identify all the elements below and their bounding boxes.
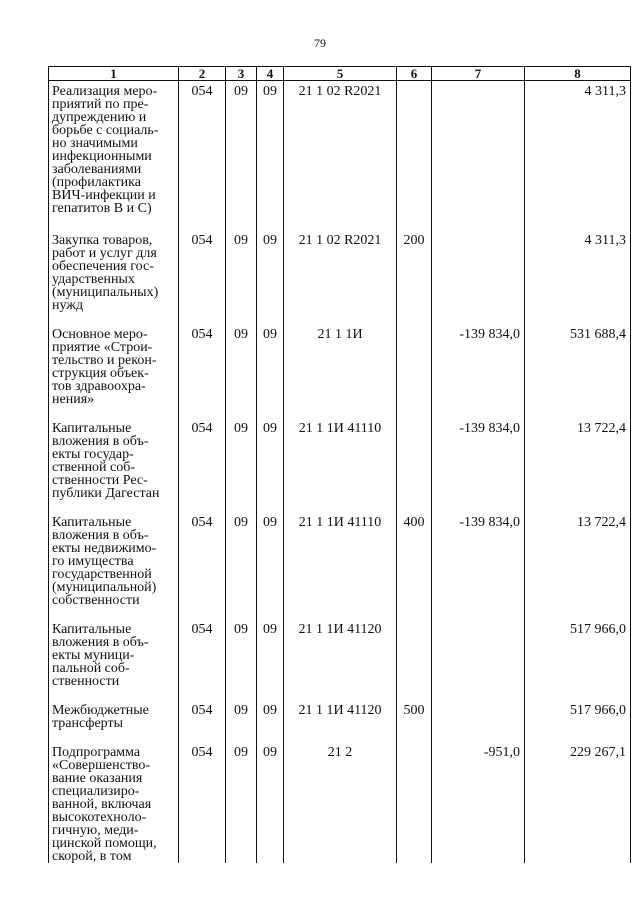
row-name-line: ственности bbox=[52, 674, 120, 689]
row-name-line: работ и услуг для bbox=[52, 246, 157, 261]
section-code-cell: 09 bbox=[226, 417, 257, 511]
total-amount-cell: 531 688,4 bbox=[525, 323, 631, 417]
table-body bbox=[49, 81, 631, 864]
change-amount-cell: -951,0 bbox=[432, 741, 525, 863]
row-name-line: вложения в объ- bbox=[52, 635, 149, 650]
column-header: 8 bbox=[525, 67, 631, 81]
table-row bbox=[49, 417, 631, 511]
row-name-cell bbox=[49, 323, 179, 417]
row-name-line: гепатитов В и С) bbox=[52, 201, 152, 216]
section-code-cell: 09 bbox=[226, 699, 257, 741]
table-row bbox=[49, 618, 631, 699]
section-code-cell: 09 bbox=[226, 618, 257, 699]
row-name-cell bbox=[49, 229, 179, 323]
row-name-line: нения» bbox=[52, 392, 95, 407]
subsection-code-cell: 09 bbox=[257, 618, 284, 699]
row-name-line: (профилактика bbox=[52, 175, 141, 190]
total-amount-cell: 517 966,0 bbox=[525, 699, 631, 741]
total-amount-cell: 13 722,4 bbox=[525, 417, 631, 511]
row-name-line: заболеваниями bbox=[52, 162, 142, 177]
row-name-line: (муниципальной) bbox=[52, 580, 157, 595]
expense-type-cell bbox=[397, 741, 432, 863]
row-name-cell bbox=[49, 81, 179, 230]
column-header: 3 bbox=[226, 67, 257, 81]
row-name-line: (муниципальных) bbox=[52, 285, 159, 300]
row-name-line: трансферты bbox=[52, 716, 124, 731]
row-name-line: го имущества bbox=[52, 554, 134, 569]
row-name-line: екты недвижимо- bbox=[52, 541, 157, 556]
change-amount-cell bbox=[432, 229, 525, 323]
target-article-cell: 21 2 bbox=[284, 741, 397, 863]
column-header: 1 bbox=[49, 67, 179, 81]
target-article-cell: 21 1 1И 41120 bbox=[284, 699, 397, 741]
header-row bbox=[49, 67, 631, 81]
change-amount-cell: -139 834,0 bbox=[432, 511, 525, 618]
expense-type-cell bbox=[397, 417, 432, 511]
row-name-line: ВИЧ-инфекции и bbox=[52, 188, 156, 203]
row-name-line: дупреждению и bbox=[52, 110, 147, 125]
row-name-line: вложения в объ- bbox=[52, 528, 149, 543]
column-header: 2 bbox=[179, 67, 226, 81]
ministry-code-cell: 054 bbox=[179, 741, 226, 863]
budget-table bbox=[48, 66, 631, 863]
section-code-cell: 09 bbox=[226, 81, 257, 230]
row-name-line: Капитальные bbox=[52, 622, 132, 637]
table-row bbox=[49, 229, 631, 323]
row-name-line: пальной соб- bbox=[52, 661, 130, 676]
column-header: 7 bbox=[432, 67, 525, 81]
change-amount-cell: -139 834,0 bbox=[432, 417, 525, 511]
row-name-line: струкция объек- bbox=[52, 366, 149, 381]
subsection-code-cell: 09 bbox=[257, 229, 284, 323]
total-amount-cell: 13 722,4 bbox=[525, 511, 631, 618]
row-name-line: Реализация меро- bbox=[52, 84, 158, 99]
row-name-line: гичную, меди- bbox=[52, 823, 139, 838]
row-name-line: инфекционными bbox=[52, 149, 152, 164]
row-name-line: екты муници- bbox=[52, 648, 135, 663]
subsection-code-cell: 09 bbox=[257, 741, 284, 863]
row-name-line: ванной, включая bbox=[52, 797, 152, 812]
expense-type-cell bbox=[397, 618, 432, 699]
row-name-line: ударственных bbox=[52, 272, 135, 287]
ministry-code-cell: 054 bbox=[179, 699, 226, 741]
row-name-line: обеспечения гос- bbox=[52, 259, 154, 274]
ministry-code-cell: 054 bbox=[179, 618, 226, 699]
column-header: 4 bbox=[257, 67, 284, 81]
row-name-line: екты государ- bbox=[52, 447, 134, 462]
row-name-line: тельство и рекон- bbox=[52, 353, 157, 368]
target-article-cell: 21 1 1И 41110 bbox=[284, 417, 397, 511]
row-name-line: публики Дагестан bbox=[52, 486, 160, 501]
ministry-code-cell: 054 bbox=[179, 81, 226, 230]
subsection-code-cell: 09 bbox=[257, 81, 284, 230]
row-name-line: высокотехноло- bbox=[52, 810, 147, 825]
row-name-line: Основное меро- bbox=[52, 327, 148, 342]
section-code-cell: 09 bbox=[226, 229, 257, 323]
row-name-line: вание оказания bbox=[52, 771, 143, 786]
total-amount-cell: 229 267,1 bbox=[525, 741, 631, 863]
ministry-code-cell: 054 bbox=[179, 511, 226, 618]
table-row bbox=[49, 511, 631, 618]
table-row bbox=[49, 741, 631, 863]
row-name-line: ственности Рес- bbox=[52, 473, 148, 488]
row-name-line: ственной соб- bbox=[52, 460, 136, 475]
row-name-line: нужд bbox=[52, 298, 84, 313]
total-amount-cell: 4 311,3 bbox=[525, 229, 631, 323]
target-article-cell: 21 1 02 R2021 bbox=[284, 81, 397, 230]
table-row bbox=[49, 323, 631, 417]
row-name-line: приятий по пре- bbox=[52, 97, 149, 112]
subsection-code-cell: 09 bbox=[257, 323, 284, 417]
row-name-cell bbox=[49, 618, 179, 699]
row-name-line: цинской помощи, bbox=[52, 836, 157, 851]
ministry-code-cell: 054 bbox=[179, 417, 226, 511]
target-article-cell: 21 1 1И 41120 bbox=[284, 618, 397, 699]
subsection-code-cell: 09 bbox=[257, 511, 284, 618]
target-article-cell: 21 1 02 R2021 bbox=[284, 229, 397, 323]
table-row bbox=[49, 699, 631, 741]
target-article-cell: 21 1 1И bbox=[284, 323, 397, 417]
table-row bbox=[49, 81, 631, 230]
column-header: 5 bbox=[284, 67, 397, 81]
section-code-cell: 09 bbox=[226, 511, 257, 618]
section-code-cell: 09 bbox=[226, 323, 257, 417]
row-name-line: вложения в объ- bbox=[52, 434, 149, 449]
change-amount-cell bbox=[432, 699, 525, 741]
page-number: 79 bbox=[314, 36, 326, 50]
row-name-line: Капитальные bbox=[52, 515, 132, 530]
row-name-line: но значимыми bbox=[52, 136, 138, 151]
row-name-line: скорой, в том bbox=[52, 849, 132, 864]
expense-type-cell bbox=[397, 81, 432, 230]
change-amount-cell bbox=[432, 81, 525, 230]
subsection-code-cell: 09 bbox=[257, 699, 284, 741]
expense-type-cell bbox=[397, 323, 432, 417]
row-name-line: Капитальные bbox=[52, 421, 132, 436]
row-name-line: Межбюджетные bbox=[52, 703, 149, 718]
row-name-cell bbox=[49, 699, 179, 741]
row-name-cell bbox=[49, 741, 179, 863]
row-name-cell bbox=[49, 511, 179, 618]
row-name-line: приятие «Строи- bbox=[52, 340, 153, 355]
column-header: 6 bbox=[397, 67, 432, 81]
total-amount-cell: 517 966,0 bbox=[525, 618, 631, 699]
row-name-cell bbox=[49, 417, 179, 511]
expense-type-cell: 500 bbox=[397, 699, 432, 741]
row-name-line: Подпрограмма bbox=[52, 745, 141, 760]
row-name-line: Закупка товаров, bbox=[52, 233, 153, 248]
section-code-cell: 09 bbox=[226, 741, 257, 863]
expense-type-cell: 400 bbox=[397, 511, 432, 618]
total-amount-cell: 4 311,3 bbox=[525, 81, 631, 230]
change-amount-cell: -139 834,0 bbox=[432, 323, 525, 417]
subsection-code-cell: 09 bbox=[257, 417, 284, 511]
row-name-line: государственной bbox=[52, 567, 152, 582]
row-name-line: тов здравоохра- bbox=[52, 379, 146, 394]
row-name-line: собственности bbox=[52, 593, 140, 608]
ministry-code-cell: 054 bbox=[179, 323, 226, 417]
ministry-code-cell: 054 bbox=[179, 229, 226, 323]
expense-type-cell: 200 bbox=[397, 229, 432, 323]
row-name-line: борьбе с социаль- bbox=[52, 123, 159, 138]
change-amount-cell bbox=[432, 618, 525, 699]
row-name-line: «Совершенство- bbox=[52, 758, 151, 773]
target-article-cell: 21 1 1И 41110 bbox=[284, 511, 397, 618]
row-name-line: специализиро- bbox=[52, 784, 140, 799]
